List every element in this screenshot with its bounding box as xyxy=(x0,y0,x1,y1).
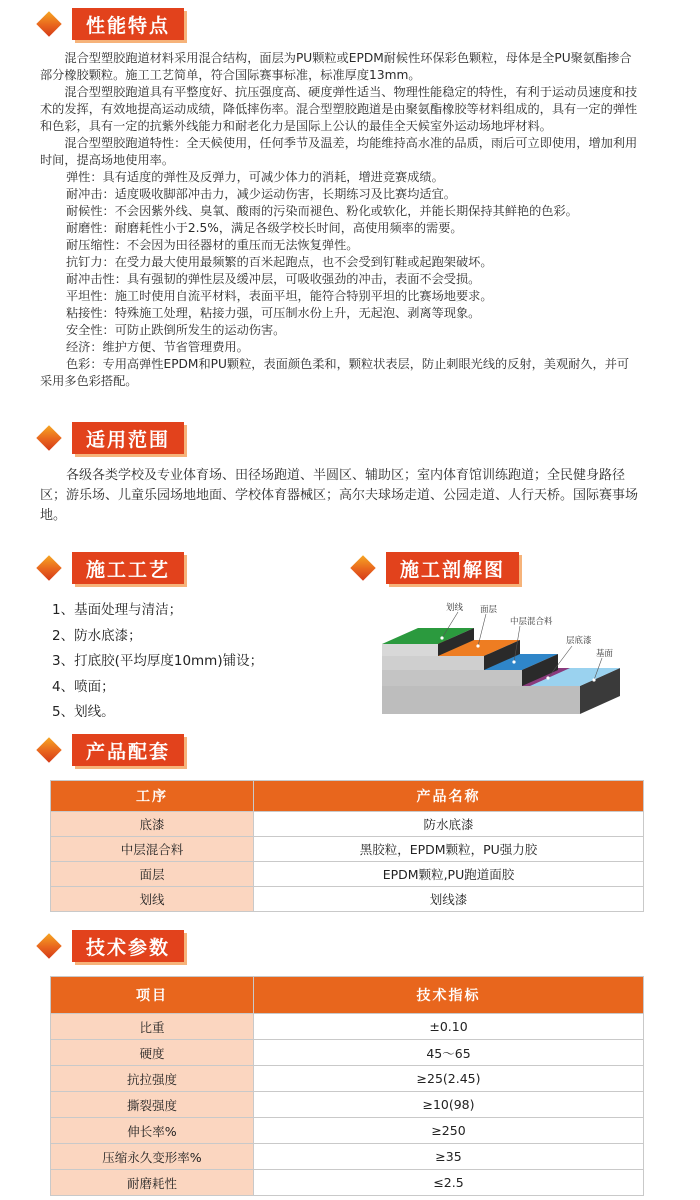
feature-item: 耐磨性：耐磨耗性小于2.5%，满足各级学校长时间，高使用频率的需要。 xyxy=(66,221,463,235)
label-base: 基面 xyxy=(596,649,614,659)
cell-item: 硬度 xyxy=(51,1040,254,1066)
tech-title: 技术参数 xyxy=(72,930,184,962)
base-slab-front xyxy=(382,686,580,714)
products-table xyxy=(50,780,644,912)
step-1-front xyxy=(382,644,438,656)
feature-item: 耐冲击性：具有强韧的弹性层及缓冲层，可吸收强劲的冲击，表面不会受损。 xyxy=(66,272,481,286)
cell-value: ≥10(98) xyxy=(254,1092,644,1118)
feature-item: 耐压缩性：不会因为田径器材的重压而无法恢复弹性。 xyxy=(66,238,359,252)
label-surface: 面层 xyxy=(480,605,498,615)
cell-item: 耐磨耗性 xyxy=(51,1170,254,1196)
cell-value: ≥25(2.45) xyxy=(254,1066,644,1092)
cell-value: ±0.10 xyxy=(254,1014,644,1040)
process-step: 2、防水底漆； xyxy=(52,627,142,644)
products-heading xyxy=(34,732,184,768)
table-row xyxy=(51,1066,644,1092)
cell-value: 45～65 xyxy=(254,1040,644,1066)
diamond-icon xyxy=(34,553,64,583)
layer-diagram xyxy=(380,598,630,723)
scope-paragraph: 各级各类学校及专业体育场、田径场跑道、半圆区、辅助区；室内体育馆训练跑道；全民健身路径区；游乐场、儿童乐园场地地面、学校体育器械区；高尔夫球场走道、公园走道、人行天桥。国际赛事场地。 xyxy=(40,468,639,523)
tech-table xyxy=(50,976,644,1196)
feature-item: 耐冲击：适度吸收脚部冲击力，减少运动伤害，长期练习及比赛均适宜。 xyxy=(66,187,456,201)
step-3-front xyxy=(382,670,522,686)
cell-item: 撕裂强度 xyxy=(51,1092,254,1118)
scope-title: 适用范围 xyxy=(72,422,184,454)
header-item: 项目 xyxy=(51,977,254,1014)
diagram-heading xyxy=(348,550,519,586)
label-primer: 层底漆 xyxy=(566,636,592,646)
table-row xyxy=(51,1092,644,1118)
feature-item: 色彩：专用高弹性EPDM和PU颗粒，表面颜色柔和，颗粒状表层，防止刺眼光线的反射，美观耐久，并可采用多色彩搭配。 xyxy=(40,357,630,388)
leader-dot xyxy=(440,636,443,639)
scope-heading xyxy=(34,420,184,456)
cell-product: 黑胶粒，EPDM颗粒，PU强力胶 xyxy=(254,837,644,862)
table-row xyxy=(51,1014,644,1040)
tech-heading xyxy=(34,928,184,964)
cell-value: ≤2.5 xyxy=(254,1170,644,1196)
process-steps xyxy=(52,598,263,726)
feature-item: 经济：维护方便、节省管理费用。 xyxy=(66,340,249,354)
table-header-row xyxy=(51,781,644,812)
feature-item: 安全性：可防止跌倒所发生的运动伤害。 xyxy=(66,323,286,337)
feature-item: 抗钉力：在受力最大使用最频繁的百米起跑点，也不会受到钉鞋或起跑架破坏。 xyxy=(66,255,493,269)
features-heading xyxy=(34,6,184,42)
table-row xyxy=(51,1144,644,1170)
header-process: 工序 xyxy=(51,781,254,812)
diamond-icon xyxy=(34,9,64,39)
cell-product: EPDM颗粒,PU跑道面胶 xyxy=(254,862,644,887)
leader-dot xyxy=(512,660,515,663)
process-title: 施工工艺 xyxy=(72,552,184,584)
leader-dot xyxy=(546,676,549,679)
process-step: 1、基面处理与清洁； xyxy=(52,602,183,618)
cell-process: 底漆 xyxy=(51,812,254,837)
table-row xyxy=(51,837,644,862)
table-row xyxy=(51,887,644,912)
cell-item: 比重 xyxy=(51,1014,254,1040)
cell-process: 面层 xyxy=(51,862,254,887)
features-title: 性能特点 xyxy=(72,8,184,40)
feature-item: 平坦性：施工时使用自流平材料，表面平坦，能符合特别平坦的比赛场地要求。 xyxy=(66,289,493,303)
diamond-icon xyxy=(34,735,64,765)
scope-text xyxy=(40,466,640,526)
cell-value: ≥35 xyxy=(254,1144,644,1170)
features-text xyxy=(40,50,640,390)
cell-value: ≥250 xyxy=(254,1118,644,1144)
leader-dot xyxy=(476,644,479,647)
cell-product: 划线漆 xyxy=(254,887,644,912)
header-index: 技术指标 xyxy=(254,977,644,1014)
cell-item: 压缩永久变形率% xyxy=(51,1144,254,1170)
features-intro-2: 混合型塑胶跑道具有平整度好、抗压强度高、硬度弹性适当、物理性能稳定的特性，有利于运动员速度和技术的发挥，有效地提高运动成绩，降低摔伤率。混合型塑胶跑道是由聚氨酯橡胶等材料组成的，具有一定的弹性和色彩，具有一定的抗紫外线能力和耐老化力是国际上公认的最佳全天候室外运动场地坪材料。 xyxy=(40,85,638,133)
feature-item: 耐候性：不会因紫外线、臭氧、酸雨的污染而褪色、粉化或软化，并能长期保持其鲜艳的色彩。 xyxy=(66,204,578,218)
feature-item: 弹性：具有适度的弹性及反弹力，可减少体力的消耗，增进竞赛成绩。 xyxy=(66,170,444,184)
cell-item: 抗拉强度 xyxy=(51,1066,254,1092)
cell-process: 划线 xyxy=(51,887,254,912)
table-row xyxy=(51,1040,644,1066)
diamond-icon xyxy=(348,553,378,583)
leader-dot xyxy=(592,678,595,681)
features-intro-1: 混合型塑胶跑道材料采用混合结构，面层为PU颗粒或EPDM耐候性环保彩色颗粒，母体是全PU聚氨酯掺合部分橡胶颗粒。施工工艺简单，符合国际赛事标准，标准厚度13mm。 xyxy=(40,51,632,82)
features-intro-3: 混合型塑胶跑道特性：全天候使用，任何季节及温差，均能维持高水准的品质，雨后可立即使用，增加利用时间，提高场地使用率。 xyxy=(40,136,638,167)
table-row xyxy=(51,1118,644,1144)
label-mid-mix: 中层混合料 xyxy=(510,617,553,627)
cell-item: 伸长率% xyxy=(51,1118,254,1144)
process-heading xyxy=(34,550,184,586)
diagram-title: 施工剖解图 xyxy=(386,552,519,584)
diamond-icon xyxy=(34,931,64,961)
feature-list xyxy=(40,169,640,390)
cell-process: 中层混合料 xyxy=(51,837,254,862)
step-2-front xyxy=(382,656,484,670)
table-row xyxy=(51,862,644,887)
table-row xyxy=(51,812,644,837)
cell-product: 防水底漆 xyxy=(254,812,644,837)
table-row xyxy=(51,1170,644,1196)
diamond-icon xyxy=(34,423,64,453)
process-step: 3、打底胶(平均厚度10mm)铺设； xyxy=(52,653,264,669)
process-step: 5、划线。 xyxy=(52,704,115,720)
label-marking: 划线 xyxy=(446,603,464,613)
header-product: 产品名称 xyxy=(254,781,644,812)
products-title: 产品配套 xyxy=(72,734,184,766)
process-step: 4、喷面； xyxy=(52,678,115,695)
feature-item: 粘接性：特殊施工处理，粘接力强，可压制水份上升，无起泡、剥离等现象。 xyxy=(66,306,481,320)
table-header-row xyxy=(51,977,644,1014)
